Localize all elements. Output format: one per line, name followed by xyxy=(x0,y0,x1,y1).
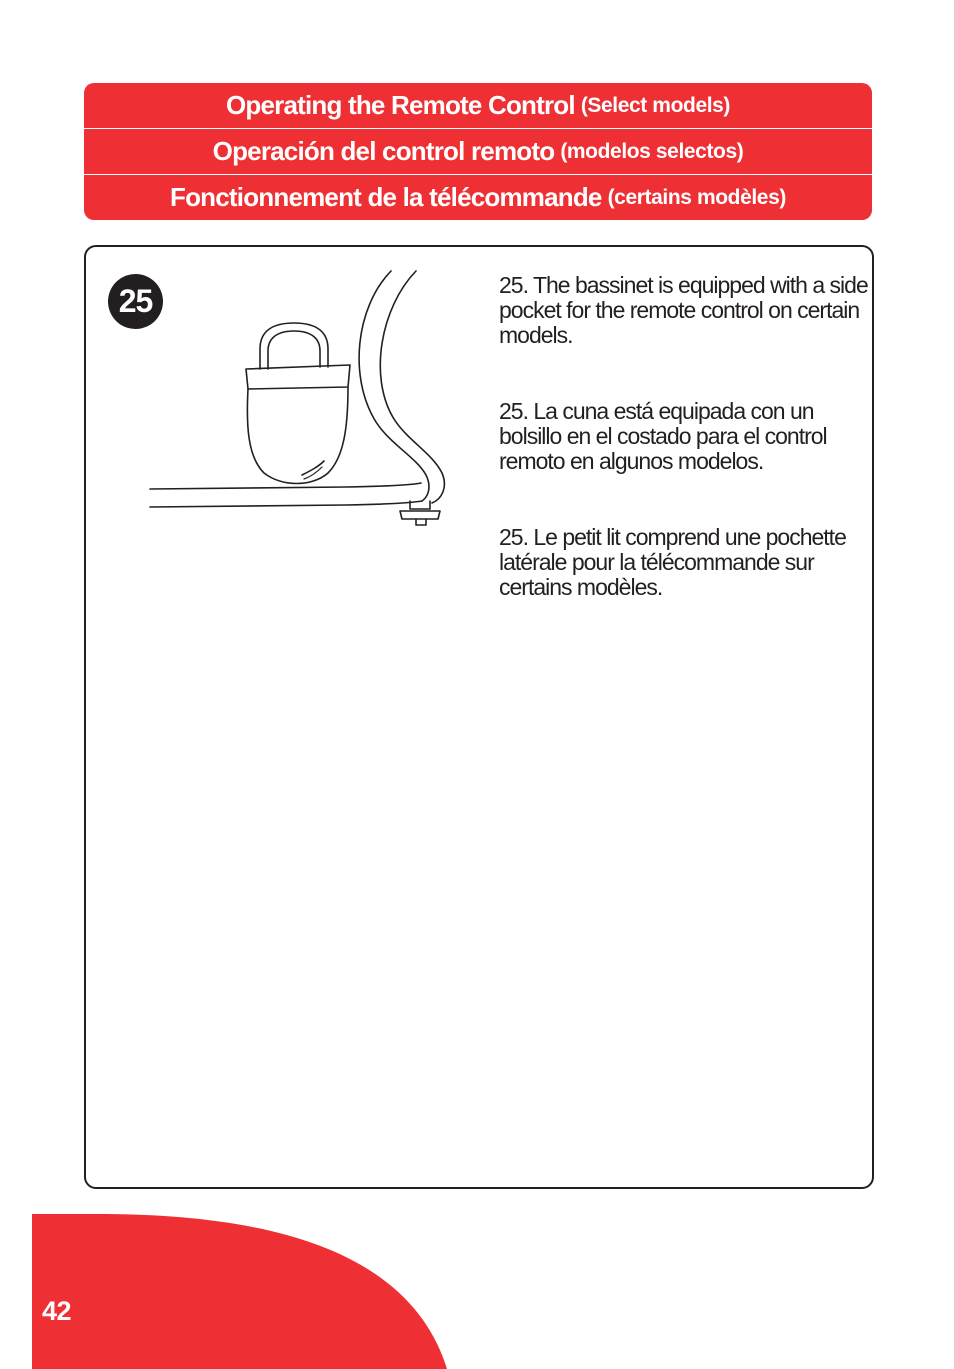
instruction-english: 25. The bassinet is equipped with a side pocket for the remote control on certain models. xyxy=(499,272,868,348)
step-content-box xyxy=(84,245,874,1189)
instruction-spanish: 25. La cuna está equipada con un bolsillo en el costado para el control remoto en algunos modelos. xyxy=(499,398,827,474)
header-row-english xyxy=(84,83,872,128)
header-title-english: Operating the Remote Control xyxy=(225,90,575,120)
header-row-french xyxy=(84,174,872,220)
header-title-spanish: Operación del control remoto xyxy=(212,136,555,166)
header-note-english: (Select models) xyxy=(580,93,731,117)
instruction-text-column xyxy=(499,273,869,651)
header-row-spanish xyxy=(84,128,872,174)
instruction-french: 25. Le petit lit comprend une pochette latérale pour la télécommande sur certains modèles. xyxy=(499,524,846,600)
header-note-spanish: (modelos selectos) xyxy=(560,139,744,163)
step-number-badge: 25 xyxy=(108,274,163,329)
section-header xyxy=(84,83,872,220)
remote-pocket-illustration xyxy=(146,267,486,537)
header-note-french: (certains modèles) xyxy=(607,185,786,209)
page-number: 42 xyxy=(42,1296,72,1326)
page-corner-decoration xyxy=(0,1212,450,1369)
header-title-french: Fonctionnement de la télécommande xyxy=(170,182,602,212)
